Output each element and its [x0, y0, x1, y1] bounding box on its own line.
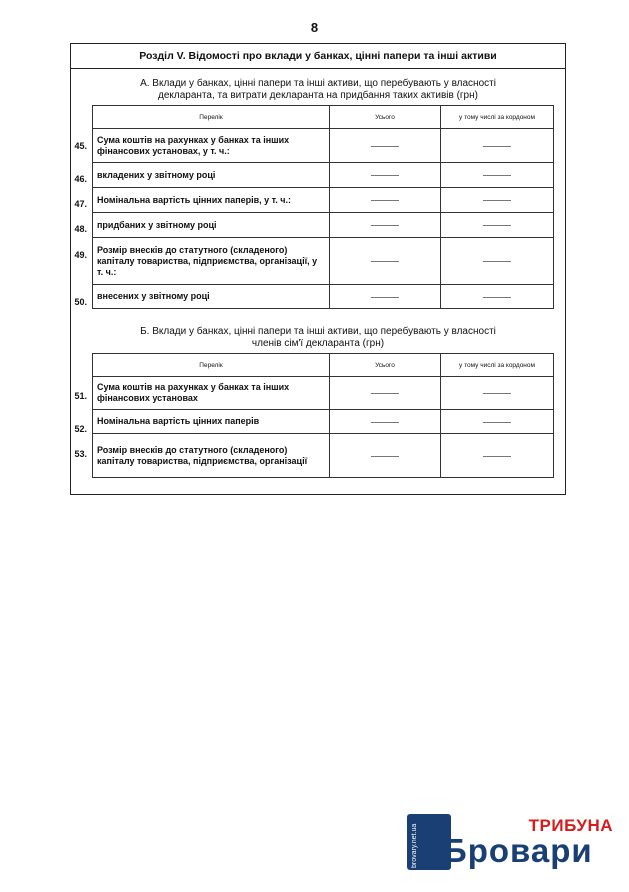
- redacted-mark: [483, 261, 511, 262]
- redacted-mark: [483, 175, 511, 176]
- watermark-brand-main: Бровари: [443, 832, 593, 869]
- row-number: 48.: [74, 224, 87, 234]
- table-row: [93, 238, 554, 285]
- part-b-title: [91, 326, 545, 350]
- row-total: [330, 213, 441, 238]
- redacted-mark: [483, 146, 511, 147]
- redacted-mark: [483, 297, 511, 298]
- row-label: Розмір внесків до статутного (складеного) капіталу товариства, підприємства, організації: [93, 434, 330, 478]
- row-number: 50.: [74, 297, 87, 307]
- redacted-mark: [483, 200, 511, 201]
- row-abroad: [441, 213, 554, 238]
- table-header-row: [93, 106, 554, 129]
- part-a-title-line2: декларанта, та витрати декларанта на придбання таких активів (грн): [158, 90, 478, 101]
- header-total: Усього: [330, 106, 441, 129]
- watermark-logo: [407, 812, 613, 872]
- table-row: [93, 129, 554, 163]
- row-label: Сума коштів на рахунках у банках та інших фінансових установах, у т. ч.:: [93, 129, 330, 163]
- header-total: Усього: [330, 354, 441, 377]
- redacted-mark: [371, 175, 399, 176]
- watermark-brand-top: ТРИБУНА: [528, 816, 613, 835]
- redacted-mark: [371, 261, 399, 262]
- row-label: Розмір внесків до статутного (складеного) капіталу товариства, підприємства, організації, у т. ч.:: [93, 238, 330, 285]
- table-header-row: [93, 354, 554, 377]
- table-row: [93, 188, 554, 213]
- part-b-table: [92, 353, 554, 478]
- redacted-mark: [371, 200, 399, 201]
- redacted-mark: [483, 225, 511, 226]
- row-total: [330, 188, 441, 213]
- part-a-table: [92, 105, 554, 309]
- row-number: 51.: [74, 391, 87, 401]
- row-number: 45.: [74, 141, 87, 151]
- part-a-title-line1: А. Вклади у банках, цінні папери та інші активи, що перебувають у власності: [140, 78, 496, 89]
- table-row: [93, 285, 554, 309]
- row-total: [330, 129, 441, 163]
- declaration-section-frame: [70, 43, 566, 495]
- row-abroad: [441, 285, 554, 309]
- row-label: Номінальна вартість цінних паперів: [93, 410, 330, 434]
- row-total: [330, 163, 441, 188]
- row-abroad: [441, 238, 554, 285]
- row-abroad: [441, 410, 554, 434]
- row-label: вкладених у звітному році: [93, 163, 330, 188]
- row-label: придбаних у звітному році: [93, 213, 330, 238]
- part-a-title: [91, 78, 545, 102]
- row-total: [330, 377, 441, 410]
- row-abroad: [441, 434, 554, 478]
- part-b-title-line2: членів сім'ї декларанта (грн): [251, 338, 385, 349]
- page-number: 8: [310, 20, 319, 35]
- header-abroad: у тому числі за кордоном: [441, 106, 554, 129]
- row-label: Сума коштів на рахунках у банках та інших фінансових установах: [93, 377, 330, 410]
- section-title: Розділ V. Відомості про вклади у банках, цінні папери та інші активи: [71, 44, 565, 69]
- redacted-mark: [483, 456, 511, 457]
- row-total: [330, 434, 441, 478]
- table-row: [93, 213, 554, 238]
- table-row: [93, 163, 554, 188]
- row-number: 46.: [74, 174, 87, 184]
- redacted-mark: [371, 456, 399, 457]
- row-number: 49.: [74, 250, 87, 260]
- redacted-mark: [483, 422, 511, 423]
- redacted-mark: [483, 393, 511, 394]
- redacted-mark: [371, 393, 399, 394]
- redacted-mark: [371, 422, 399, 423]
- redacted-mark: [371, 297, 399, 298]
- row-abroad: [441, 129, 554, 163]
- row-number: 53.: [74, 449, 87, 459]
- table-row: [93, 377, 554, 410]
- table-row: [93, 410, 554, 434]
- header-abroad: у тому числі за кордоном: [441, 354, 554, 377]
- row-total: [330, 410, 441, 434]
- row-number: 47.: [74, 199, 87, 209]
- redacted-mark: [371, 146, 399, 147]
- redacted-mark: [371, 225, 399, 226]
- row-label: внесених у звітному році: [93, 285, 330, 309]
- part-b-title-line1: Б. Вклади у банках, цінні папери та інші активи, що перебувають у власності: [140, 326, 496, 337]
- row-label: Номінальна вартість цінних паперів, у т. ч.:: [93, 188, 330, 213]
- header-list: Перелік: [93, 354, 330, 377]
- table-row: [93, 434, 554, 478]
- row-abroad: [441, 163, 554, 188]
- row-abroad: [441, 377, 554, 410]
- row-number: 52.: [74, 424, 87, 434]
- row-total: [330, 285, 441, 309]
- watermark-site: brovary.net.ua: [411, 823, 418, 868]
- row-total: [330, 238, 441, 285]
- row-abroad: [441, 188, 554, 213]
- header-list: Перелік: [93, 106, 330, 129]
